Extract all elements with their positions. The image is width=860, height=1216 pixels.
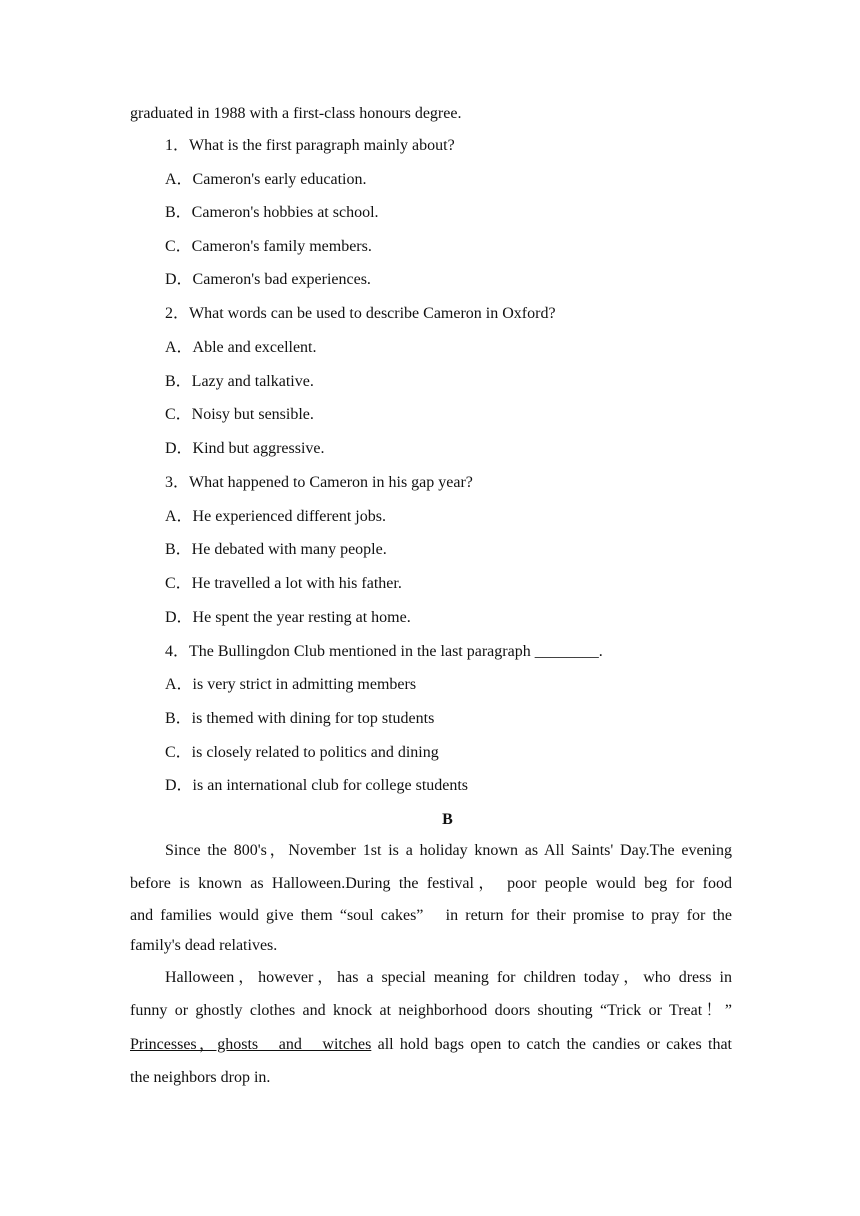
question-1-option-c: C．Cameron's family members. — [165, 238, 372, 255]
underlined-phrase: Princesses，ghosts and witches — [130, 1036, 372, 1053]
passage-p1-line-3: and families would give them “soul cakes” in return for their promise to pray for the — [130, 907, 732, 924]
passage-p2-line-4: the neighbors drop in. — [130, 1069, 271, 1086]
question-3-stem: 3．What happened to Cameron in his gap year? — [165, 474, 473, 491]
question-4-option-d: D．is an international club for college students — [165, 777, 469, 794]
passage-p2-line-3-rest: all hold bags open to catch the candies or cakes that — [371, 1036, 732, 1053]
section-heading: B — [442, 811, 453, 828]
question-1-option-b: B．Cameron's hobbies at school. — [165, 204, 379, 221]
question-3-option-c: C．He travelled a lot with his father. — [165, 575, 402, 592]
passage-p1-line-4: family's dead relatives. — [130, 937, 278, 954]
question-3-option-a: A．He experienced different jobs. — [165, 508, 386, 525]
passage-p1-line-2: before is known as Halloween.During the festival， poor people would beg for food — [130, 875, 732, 892]
question-2-option-d: D．Kind but aggressive. — [165, 440, 325, 457]
question-1-option-d: D．Cameron's bad experiences. — [165, 271, 371, 288]
question-3-option-d: D．He spent the year resting at home. — [165, 609, 411, 626]
question-2-option-a: A．Able and excellent. — [165, 339, 317, 356]
question-1-option-a: A．Cameron's early education. — [165, 171, 367, 188]
passage-p2-line-2: funny or ghostly clothes and knock at neighborhood doors shouting “Trick or Treat！” — [130, 1002, 732, 1019]
question-3-option-b: B．He debated with many people. — [165, 541, 387, 558]
question-2-stem: 2．What words can be used to describe Cameron in Oxford? — [165, 305, 556, 322]
question-4-option-c: C．is closely related to politics and dining — [165, 744, 439, 761]
question-2-option-b: B．Lazy and talkative. — [165, 373, 314, 390]
passage-p2-line-3 — [130, 1035, 732, 1055]
question-2-option-c: C．Noisy but sensible. — [165, 406, 314, 423]
passage-p2-line-1: Halloween，however，has a special meaning for children today，who dress in — [165, 969, 732, 986]
question-4-option-b: B．is themed with dining for top students — [165, 710, 435, 727]
question-1-stem: 1．What is the first paragraph mainly about? — [165, 137, 455, 154]
passage-p1-line-1: Since the 800's，November 1st is a holiday known as All Saints' Day.The evening — [165, 842, 732, 859]
intro-line: graduated in 1988 with a first-class honours degree. — [130, 105, 462, 122]
question-4-stem: 4．The Bullingdon Club mentioned in the last paragraph ________. — [165, 643, 603, 660]
question-4-option-a: A．is very strict in admitting members — [165, 676, 417, 693]
